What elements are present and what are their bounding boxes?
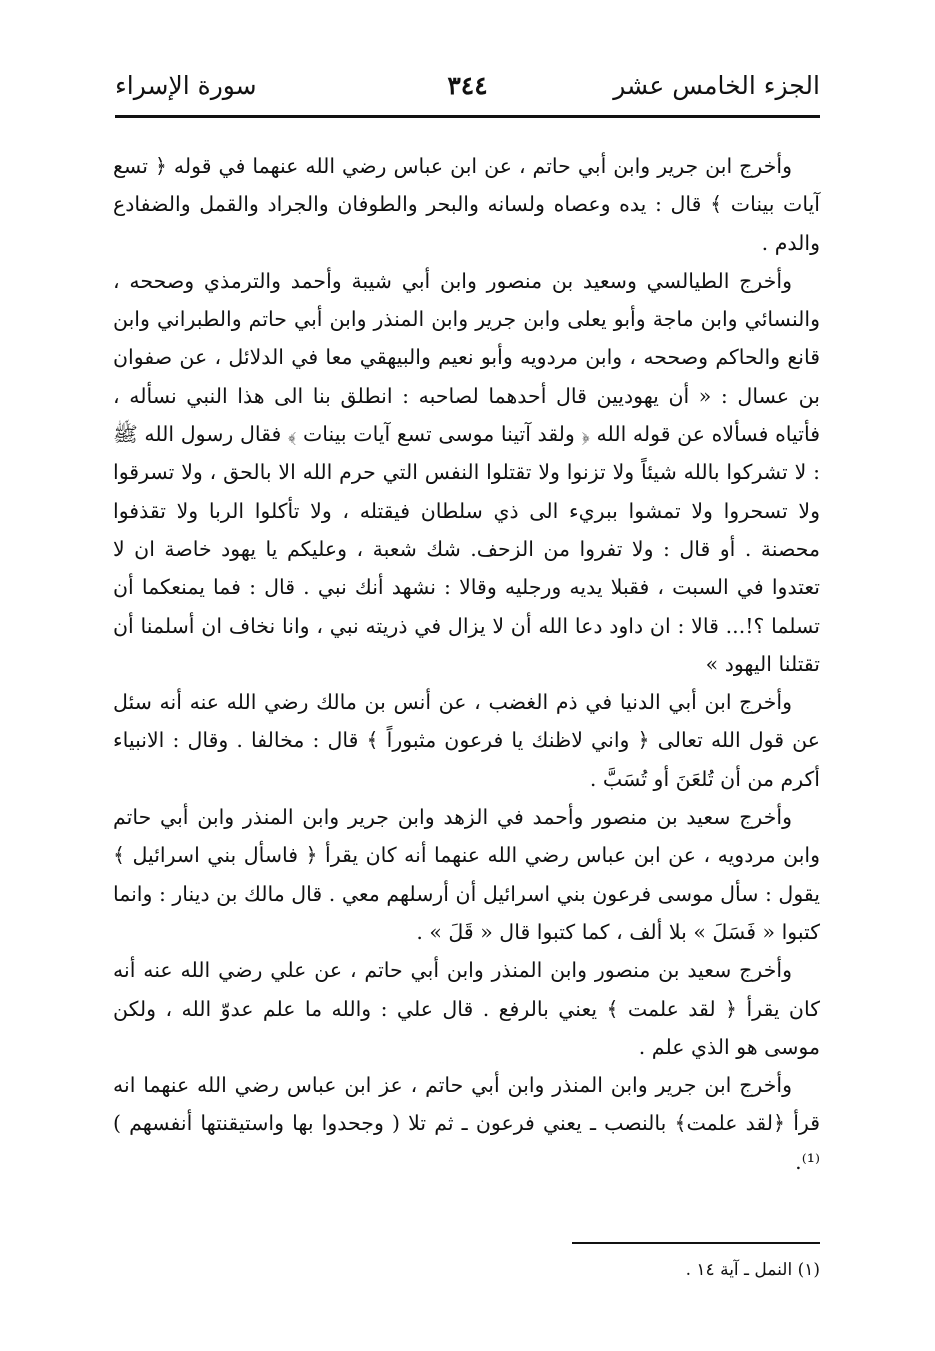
- paragraph: وأخرج ابن أبي الدنيا في ذم الغضب ، عن أنس بن مالك رضي الله عنه أنه سئل عن قول الله تعالى ﴿ واني لاظنك يا فرعون مثبوراً ﴾ قال : مخالفا . وقال : الانبياء أكرم من أن تُلعَنَ أو تُسَبَّ .: [113, 690, 820, 791]
- main-text: [113, 147, 820, 1181]
- footnote: (١) النمل ـ آية ١٤ .: [685, 1260, 820, 1280]
- paragraph: وأخرج سعيد بن منصور وابن المنذر وابن أبي حاتم ، عن علي رضي الله عنه أنه كان يقرأ ﴿ لقد علمت ﴾ يعني بالرفع . قال علي : والله ما علم عدوّ الله ، ولكن موسى هو الذي علم .: [113, 958, 820, 1059]
- paragraph: وأخرج الطيالسي وسعيد بن منصور وابن أبي شيبة وأحمد والترمذي وصححه ، والنسائي وابن ماجة وأبو يعلى وابن جرير وابن المنذر وابن أبي حاتم والطبراني وابن قانع والحاكم وصححه ، وابن مردويه وأبو نعيم والبيهقي معا في الدلائل ، عن صفوان بن عسال : « أن يهوديين قال أحدهما لصاحبه : انطلق بنا الى هذا النبي نسأله ، فأتياه فسألاه عن قوله الله ﴿ ولقد آتينا موسى تسع آيات بينات ﴾ فقال رسول الله ﷺ : لا تشركوا بالله شيئاً ولا تزنوا ولا تقتلوا النفس التي حرم الله الا بالحق ، ولا تسرقوا ولا تسحروا ولا تمشوا ببريء الى ذي سلطان فيقتله ، ولا تأكلوا الربا ولا تقذفوا محصنة . أو قال : ولا تفروا من الزحف. شك شعبة ، وعليكم يا يهود خاصة ان لا تعتدوا في السبت ، فقبلا يديه ورجليه وقالا : نشهد أنك نبي . قال : فما يمنعكما أن تسلما ؟!... قالا : ان داود دعا الله أن لا يزال في ذريته نبي ، وانا نخاف ان أسلمنا أن تقتلنا اليهود »: [113, 268, 820, 676]
- surah-title: سورة الإسراء: [115, 71, 257, 100]
- page-number: ٣٤٤: [447, 71, 488, 100]
- paragraph: وأخرج سعيد بن منصور وأحمد في الزهد وابن جرير وابن المنذر وابن أبي حاتم وابن مردويه ، عن ابن عباس رضي الله عنهما أنه كان يقرأ ﴿ فاسأل بني اسرائيل ﴾ يقول : سأل موسى فرعون بني اسرائيل أن أرسلهم معي . قال مالك بن دينار : وانما كتبوا « فَسَلَ » بلا ألف ، كما كتبوا قال « قَلَ » .: [113, 805, 820, 944]
- page-header: [115, 68, 820, 108]
- part-title: الجزء الخامس عشر: [613, 71, 820, 100]
- paragraph: وأخرج ابن جرير وابن المنذر وابن أبي حاتم ، عز ابن عباس رضي الله عنهما انه قرأ ﴿لقد علمت﴾ بالنصب ـ يعني فرعون ـ ثم تلا ( وجحدوا بها واستيقنتها أنفسهم )⁽¹⁾.: [113, 1073, 820, 1174]
- paragraph: وأخرج ابن جرير وابن أبي حاتم ، عن ابن عباس رضي الله عنهما في قوله ﴿ تسع آيات بينات ﴾ قال : يده وعصاه ولسانه والبحر والطوفان والجراد والقمل والضفادع والدم .: [113, 154, 820, 255]
- footnote-divider: [572, 1242, 820, 1244]
- header-divider: [115, 115, 820, 118]
